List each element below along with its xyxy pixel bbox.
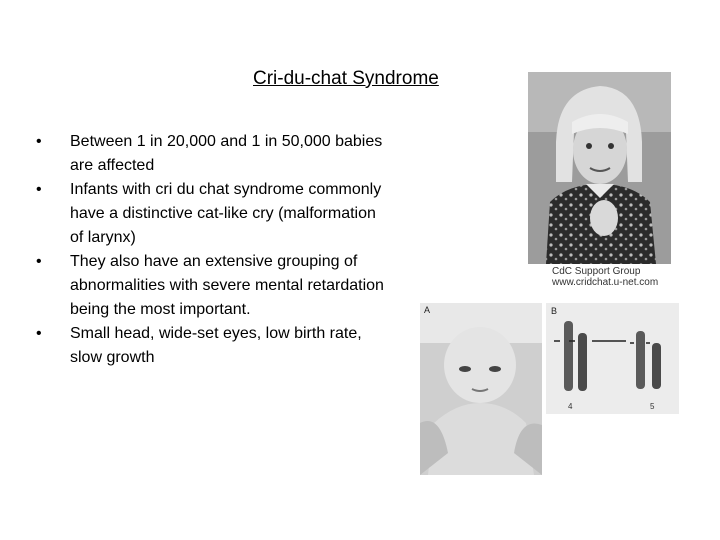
girl-photo <box>528 72 671 264</box>
chromosome-5b <box>652 343 661 389</box>
slide-title: Cri-du-chat Syndrome <box>253 68 439 89</box>
bullet-text: Between 1 in 20,000 and 1 in 50,000 babies are affected <box>70 133 383 174</box>
bullet-text: Small head, wide-set eyes, low birth rate, slow growth <box>70 325 362 366</box>
chromosome-4b <box>578 333 587 391</box>
bullet-marker: • <box>36 253 42 270</box>
bullet-text: Infants with cri du chat syndrome commonly have a distinctive cat-like cry (malformation of larynx) <box>70 181 382 246</box>
bullet-marker: • <box>36 133 42 150</box>
bullet-item <box>32 250 392 322</box>
figure-label-b: B <box>551 306 558 316</box>
bullet-list <box>32 130 392 370</box>
caption-line: www.cridchat.u-net.com <box>552 277 659 288</box>
bullet-marker: • <box>36 181 42 198</box>
chromosome-4a <box>564 321 573 391</box>
chromosome-figure <box>546 303 679 414</box>
chromosome-5a <box>636 331 645 389</box>
figure-label-a: A <box>424 305 431 315</box>
bullet-item <box>32 178 392 250</box>
caption-line: CdC Support Group <box>552 266 641 277</box>
bullet-item <box>32 130 392 178</box>
bullet-text: They also have an extensive grouping of abnormalities with severe mental retardation being the most important. <box>70 253 384 318</box>
bullet-item <box>32 322 392 370</box>
chromosome-label-4: 4 <box>568 402 573 411</box>
chromosome-label-5: 5 <box>650 402 655 411</box>
infant-photo <box>420 303 542 475</box>
girl-photo-caption <box>552 266 658 288</box>
bullet-marker: • <box>36 325 42 342</box>
